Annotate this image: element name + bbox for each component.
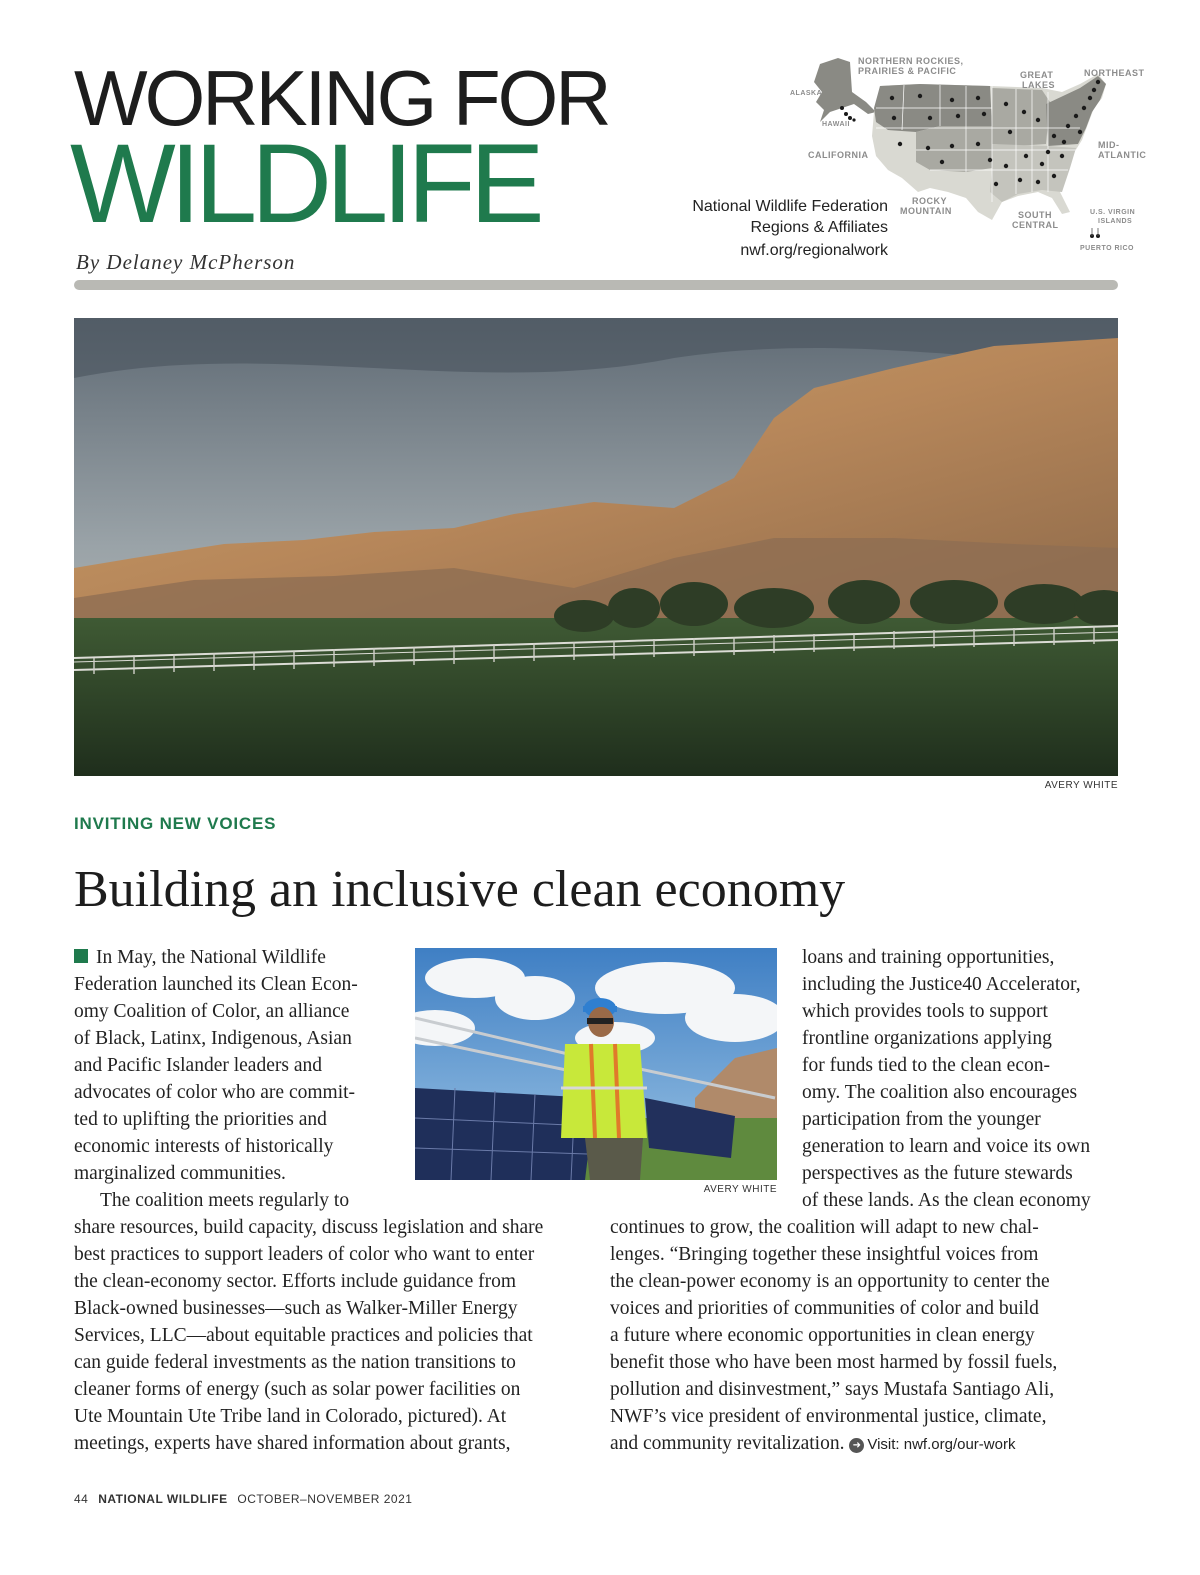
map-label-rocky-mountain-1: ROCKY: [912, 196, 948, 206]
body-line: perspectives as the future stewards: [802, 1163, 1073, 1184]
regions-url-link[interactable]: nwf.org/regionalwork: [740, 242, 888, 259]
article-body-right-bottom: [610, 1214, 1120, 1457]
body-line: The coalition meets regularly to: [100, 1190, 350, 1211]
issue-date: OCTOBER–NOVEMBER 2021: [237, 1492, 413, 1506]
inset-illustration: [415, 948, 777, 1180]
body-line: benefit those who have been most harmed by fossil fuels,: [610, 1352, 1058, 1373]
map-dot: [852, 118, 855, 121]
map-label-northeast: NORTHEAST: [1084, 68, 1145, 78]
article-body-right-top: [802, 944, 1122, 1214]
title-line-2: WILDLIFE: [70, 121, 539, 246]
section-label: INVITING NEW VOICES: [74, 814, 277, 833]
body-line: share resources, build capacity, discuss legislation and share: [74, 1217, 544, 1238]
map-label-south-central-2: CENTRAL: [1012, 220, 1059, 230]
map-label-puerto-rico: PUERTO RICO: [1080, 245, 1134, 252]
body-line: omy Coalition of Color, an alliance: [74, 1001, 350, 1022]
map-label-northern-rockies-1: NORTHERN ROCKIES,: [858, 56, 964, 66]
map-label-great-lakes-1: GREAT: [1020, 70, 1054, 80]
body-line: ted to uplifting the priorities and: [74, 1109, 327, 1130]
map-dot: [844, 112, 848, 116]
region-south-central: [990, 144, 1076, 202]
title-line-1: WORKING FOR: [74, 54, 609, 142]
body-line: lenges. “Bringing together these insightful voices from: [610, 1244, 1039, 1265]
article-headline: Building an inclusive clean economy: [74, 861, 846, 918]
article-body-left-bottom: [74, 1187, 594, 1457]
map-label-alaska: ALASKA: [790, 90, 823, 97]
byline: By Delaney McPherson: [76, 250, 296, 274]
body-line: economic interests of historically: [74, 1136, 334, 1157]
body-line: Ute Mountain Ute Tribe land in Colorado, pictured). At: [74, 1406, 507, 1427]
map-label-virgin-islands-1: U.S. VIRGIN: [1090, 209, 1136, 216]
regions-map: [780, 52, 1160, 262]
page-number: 44: [74, 1492, 89, 1506]
regions-caption-line-2: Regions & Affiliates: [750, 219, 888, 236]
hero-illustration: [74, 318, 1118, 776]
map-label-mid-atlantic-1: MID-: [1098, 140, 1120, 150]
body-line: Black-owned businesses—such as Walker-Miller Energy: [74, 1298, 518, 1319]
body-line: and community revitalization. ➜ Visit: nwf.org/our-work: [610, 1433, 1016, 1454]
map-label-california: CALIFORNIA: [808, 150, 869, 160]
body-line: loans and training opportunities,: [802, 947, 1055, 968]
body-line: which provides tools to support: [802, 1001, 1048, 1022]
body-line: pollution and disinvestment,” says Mustafa Santiago Ali,: [610, 1379, 1055, 1400]
map-label-hawaii: HAWAII: [822, 121, 850, 128]
body-line: the clean-power economy is an opportunity to center the: [610, 1271, 1050, 1292]
body-line: marginalized communities.: [74, 1163, 286, 1184]
section-start-square-icon: [74, 949, 88, 963]
body-line: including the Justice40 Accelerator,: [802, 974, 1081, 995]
hero-photo-solar-farm: [74, 318, 1118, 776]
body-line: frontline organizations applying: [802, 1028, 1052, 1049]
map-label-south-central-1: SOUTH: [1018, 210, 1052, 220]
body-line: cleaner forms of energy (such as solar power facilities on: [74, 1379, 521, 1400]
body-line: continues to grow, the coalition will adapt to new chal-: [610, 1217, 1039, 1238]
body-line: NWF’s vice president of environmental justice, climate,: [610, 1406, 1047, 1427]
body-line: voices and priorities of communities of color and build: [610, 1298, 1039, 1319]
body-line: omy. The coalition also encourages: [802, 1082, 1078, 1103]
body-line: advocates of color who are commit-: [74, 1082, 356, 1103]
body-line: of Black, Latinx, Indigenous, Asian: [74, 1028, 352, 1049]
map-label-great-lakes-2: LAKES: [1022, 80, 1056, 90]
body-line: the clean-economy sector. Efforts include guidance from: [74, 1271, 517, 1292]
us-map-graphic: [780, 52, 1160, 262]
arrow-right-circle-icon: ➜: [849, 1438, 864, 1453]
regions-caption-line-1: National Wildlife Federation: [692, 198, 888, 215]
publication-name: NATIONAL WILDLIFE: [98, 1492, 228, 1506]
body-line: participation from the younger: [802, 1109, 1041, 1130]
body-line: generation to learn and voice its own: [802, 1136, 1091, 1157]
article-body-left-top: [74, 944, 404, 1187]
map-dot: [848, 116, 852, 120]
header-divider: [74, 280, 1118, 290]
hero-photo-credit: AVERY WHITE: [1044, 780, 1118, 791]
body-line: meetings, experts have shared information about grants,: [74, 1433, 511, 1454]
body-line: Services, LLC—about equitable practices and policies that: [74, 1325, 533, 1346]
body-line: for funds tied to the clean econ-: [802, 1055, 1050, 1076]
map-label-northern-rockies-2: PRAIRIES & PACIFIC: [858, 66, 957, 76]
map-label-mid-atlantic-2: ATLANTIC: [1098, 150, 1147, 160]
body-line: Federation launched its Clean Econ-: [74, 974, 358, 995]
map-label-virgin-islands-2: ISLANDS: [1098, 218, 1133, 225]
body-line: In May, the National Wildlife: [74, 944, 404, 971]
inset-photo-credit: AVERY WHITE: [703, 1184, 777, 1195]
body-line: a future where economic opportunities in clean energy: [610, 1325, 1035, 1346]
map-label-rocky-mountain-2: MOUNTAIN: [900, 206, 952, 216]
body-line: of these lands. As the clean economy: [802, 1190, 1091, 1211]
body-line: can guide federal investments as the nation transitions to: [74, 1352, 516, 1373]
inset-photo-solar-worker: [415, 948, 777, 1180]
page-footer: [74, 1492, 412, 1506]
map-dot: [840, 106, 844, 110]
body-line: and Pacific Islander leaders and: [74, 1055, 322, 1076]
body-line: best practices to support leaders of color who want to enter: [74, 1244, 535, 1265]
visit-link[interactable]: ➜ Visit: nwf.org/our-work: [849, 1436, 1015, 1453]
region-great-lakes: [992, 88, 1050, 146]
